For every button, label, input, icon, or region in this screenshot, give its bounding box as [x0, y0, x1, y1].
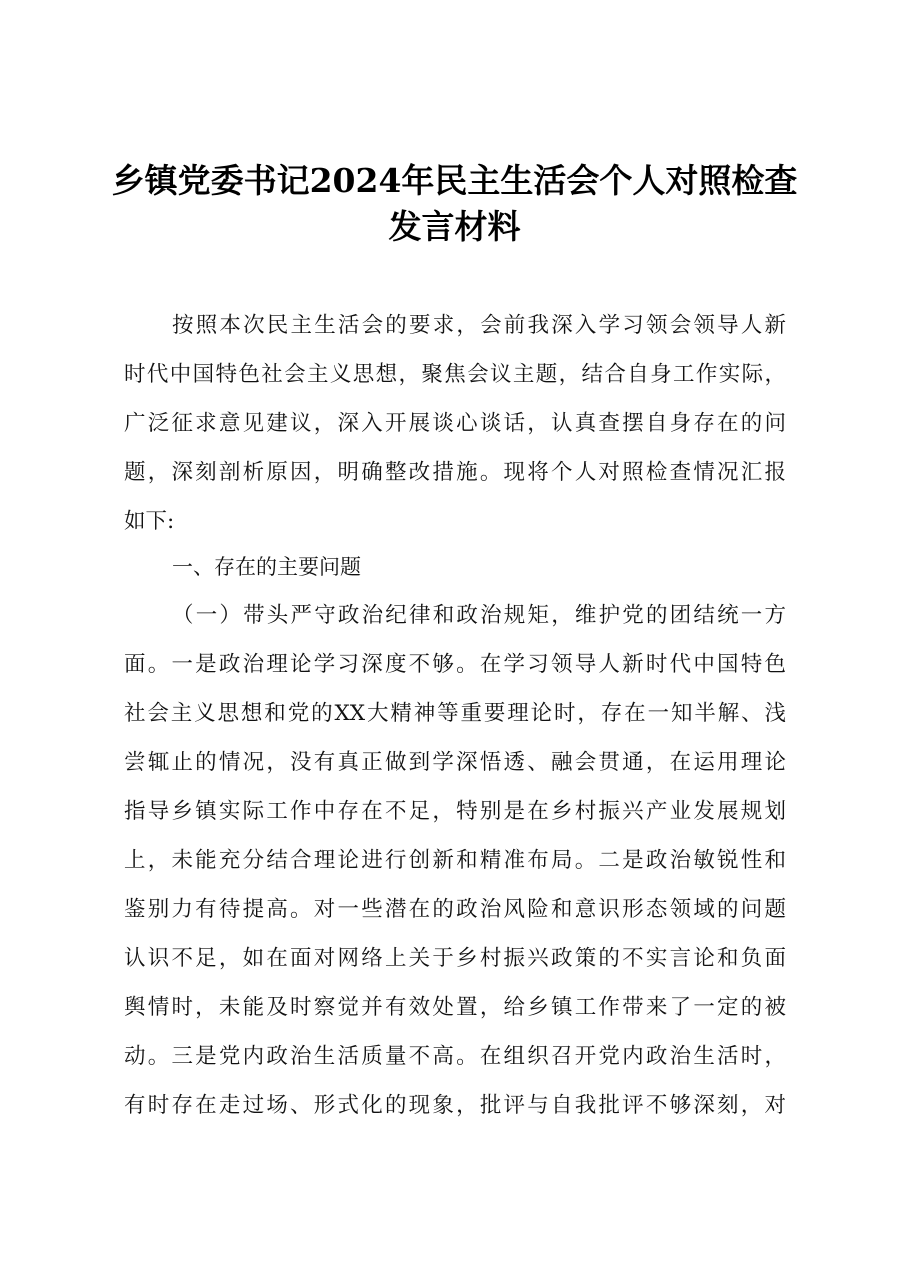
paragraph-line: 舆情时，未能及时察觉并有效处置，给乡镇工作带来了一定的被 [124, 995, 786, 1020]
intro-line: 广泛征求意见建议，深入开展谈心谈话，认真查摆自身存在的问 [124, 411, 786, 436]
paragraph-line: 社会主义思想和党的XX大精神等重要理论时，存在一知半解、浅 [124, 701, 786, 726]
intro-line: 按照本次民主生活会的要求，会前我深入学习领会领导人新 [172, 313, 786, 338]
paragraph-line: 鉴别力有待提高。对一些潜在的政治风险和意识形态领域的问题 [124, 897, 786, 922]
paragraph-line: 指导乡镇实际工作中存在不足，特别是在乡村振兴产业发展规划 [124, 799, 786, 824]
paragraph-line: 动。三是党内政治生活质量不高。在组织召开党内政治生活时， [124, 1044, 786, 1069]
paragraph-line: （一）带头严守政治纪律和政治规矩，维护党的团结统一方 [172, 603, 786, 628]
section-heading: 一、存在的主要问题 [172, 555, 361, 579]
document-title-line-2: 发言材料 [388, 207, 521, 246]
document-title-line-1: 乡镇党委书记2024年民主生活会个人对照检查 [111, 161, 798, 200]
paragraph-line: 面。一是政治理论学习深度不够。在学习领导人新时代中国特色 [124, 652, 786, 677]
intro-line: 时代中国特色社会主义思想，聚焦会议主题，结合自身工作实际， [124, 362, 786, 387]
intro-line: 题，深刻剖析原因，明确整改措施。现将个人对照检查情况汇报 [124, 460, 786, 485]
paragraph-line: 有时存在走过场、形式化的现象，批评与自我批评不够深刻，对 [124, 1093, 786, 1118]
intro-line: 如下: [124, 509, 175, 534]
paragraph-line: 认识不足，如在面对网络上关于乡村振兴政策的不实言论和负面 [124, 946, 786, 971]
paragraph-line: 尝辄止的情况，没有真正做到学深悟透、融会贯通，在运用理论 [124, 750, 786, 775]
paragraph-line: 上，未能充分结合理论进行创新和精准布局。二是政治敏锐性和 [124, 848, 786, 873]
